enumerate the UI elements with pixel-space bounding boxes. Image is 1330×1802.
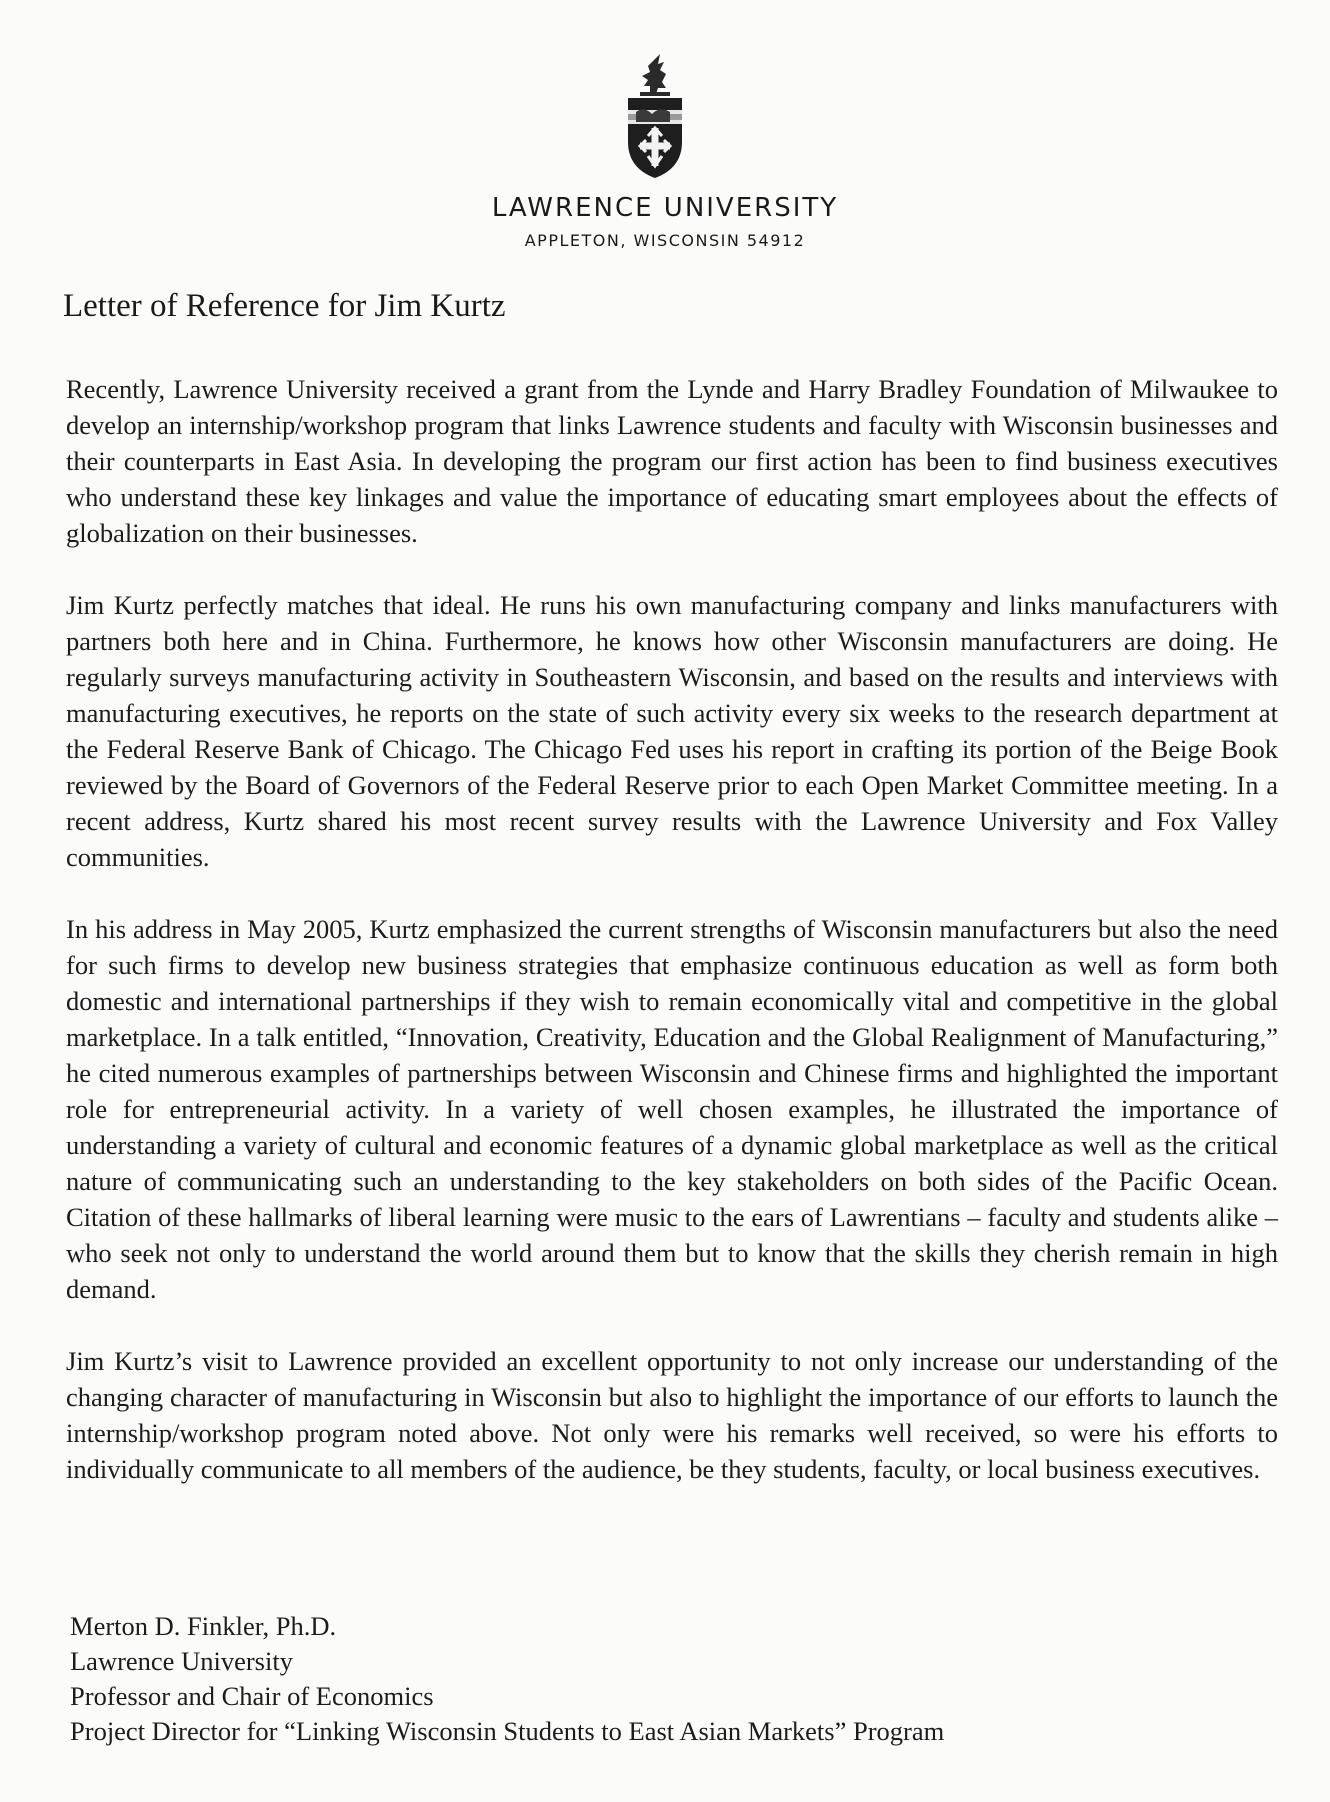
university-crest-icon — [624, 52, 686, 182]
signer-position: Professor and Chair of Economics — [70, 1681, 434, 1711]
signer-project: Project Director for “Linking Wisconsin Students to East Asian Markets” Program — [70, 1716, 945, 1746]
signature-block — [70, 1609, 944, 1749]
letterhead-institution: LAWRENCE UNIVERSITY — [491, 193, 839, 223]
paragraph-2: Jim Kurtz perfectly matches that ideal. He runs his own manufacturing company and links manufacturers with partners both here and in China. Furthermore, he knows how other Wisconsin manufacturers are doing. He regularly surveys manufacturing activity in Southeastern Wisconsin, and based on the results and interviews with manufacturing executives, he reports on the state of such activity every six weeks to the research department at the Federal Reserve Bank of Chicago. The Chicago Fed uses his report in crafting its portion of the Beige Book reviewed by the Board of Governors of the Federal Reserve prior to each Open Market Committee meeting. In a recent address, Kurtz shared his most recent survey results with the Lawrence University and Fox Valley communities. — [66, 590, 1278, 872]
letter-body — [66, 371, 1278, 1523]
signer-name: Merton D. Finkler, Ph.D. — [70, 1611, 337, 1641]
paragraph-1: Recently, Lawrence University received a grant from the Lynde and Harry Bradley Foundation of Milwaukee to develop an internship/workshop program that links Lawrence students and faculty with Wisconsin businesses and their counterparts in East Asia. In developing the program our first action has been to find business executives who understand these key linkages and value the importance of educating smart employees about the effects of globalization on their businesses. — [66, 374, 1278, 548]
letter-title: Letter of Reference for Jim Kurtz — [63, 288, 506, 324]
paragraph-3: In his address in May 2005, Kurtz emphasized the current strengths of Wisconsin manufacturers but also the need for such firms to develop new business strategies that emphasize continuous education as well as form both domestic and international partnerships if they wish to remain economically vital and competitive in the global marketplace. In a talk entitled, “Innovation, Creativity, Education and the Global Realignment of Manufacturing,” he cited numerous examples of partnerships between Wisconsin and Chinese firms and highlighted the important role for entrepreneurial activity. In a variety of well chosen examples, he illustrated the importance of understanding a variety of cultural and economic features of a dynamic global marketplace as well as the critical nature of communicating such an understanding to the key stakeholders on both sides of the Pacific Ocean. Citation of these hallmarks of liberal learning were music to the ears of Lawrentians – faculty and students alike – who seek not only to understand the world around them but to know that the skills they cherish remain in high demand. — [66, 914, 1278, 1304]
letterhead-address: APPLETON, WISCONSIN 54912 — [524, 231, 806, 250]
paragraph-4: Jim Kurtz’s visit to Lawrence provided an excellent opportunity to not only increase our understanding of the changing character of manufacturing in Wisconsin but also to highlight the importance of our efforts to launch the internship/workshop program noted above. Not only were his remarks well received, so were his efforts to individually communicate to all members of the audience, be they students, faculty, or local business executives. — [66, 1346, 1278, 1484]
signer-organization: Lawrence University — [70, 1646, 293, 1676]
